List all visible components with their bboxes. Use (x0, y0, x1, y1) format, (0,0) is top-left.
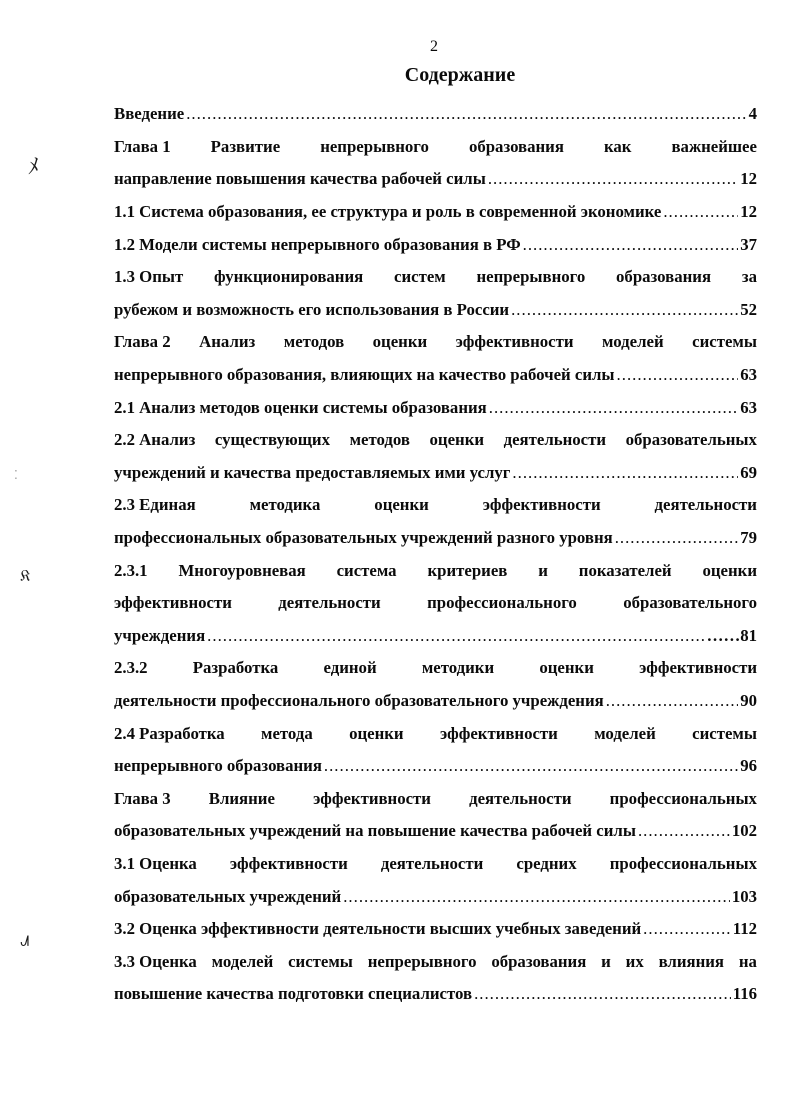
page-number: 2 (430, 38, 438, 55)
toc-page-number: 12 (740, 169, 757, 189)
toc-line (114, 554, 757, 587)
toc-word: и (538, 560, 548, 580)
toc-line (114, 489, 757, 522)
toc-dot-leader (643, 919, 731, 939)
toc-page-number: 12 (740, 202, 757, 222)
toc-page-number: ……81 (706, 625, 757, 645)
toc-dot-leader (615, 528, 739, 548)
toc-word: образования (491, 951, 587, 971)
toc-entry-text: 3.2 Оценка эффективности деятельности высших учебных заведений (114, 919, 642, 939)
toc-line (114, 326, 757, 359)
toc-word: эффективности (439, 723, 558, 743)
toc-word: образовательного (623, 593, 757, 613)
toc-page-number: 63 (740, 397, 757, 417)
toc-word: Глава 1 (114, 136, 171, 156)
toc-entry-text: направление повышения качества рабочей силы (114, 169, 486, 189)
toc-word: система (336, 560, 397, 580)
toc-word: 2.2 Анализ (114, 430, 196, 450)
toc-word: 3.3 Оценка (114, 951, 197, 971)
toc-word: 1.3 Опыт (114, 267, 184, 287)
toc-entry-text: образовательных учреждений (114, 886, 342, 906)
toc-line (114, 163, 757, 196)
toc-word: методика (249, 495, 321, 515)
toc-page-number: 52 (740, 299, 757, 319)
toc-page-number: 90 (740, 690, 757, 710)
toc-word: оценки (372, 332, 428, 352)
toc-word: образования (616, 267, 712, 287)
toc-line (114, 620, 757, 653)
toc-word: профессиональных (609, 788, 757, 808)
toc-word: эффективности (455, 332, 574, 352)
toc-dot-leader (606, 691, 739, 711)
margin-scribble-icon: ᗂ (20, 934, 30, 950)
toc-word: важнейшее (671, 136, 757, 156)
toc-word: эффективности (639, 658, 757, 678)
toc-dot-leader (617, 365, 739, 385)
toc-word: средних (516, 853, 577, 873)
toc-word: 3.1 Оценка (114, 853, 197, 873)
toc-line (114, 391, 757, 424)
toc-word: на (738, 951, 757, 971)
toc-line (114, 945, 757, 978)
toc-word: функционирования (214, 267, 364, 287)
toc-word: Глава 2 (114, 332, 171, 352)
margin-speck-icon: ⁚ (14, 468, 18, 482)
toc-page-number: 4 (748, 104, 757, 124)
toc-line (114, 587, 757, 620)
toc-entry-text: учреждений и качества предоставляемых ими услуг (114, 462, 511, 482)
toc-word: существующих (214, 430, 330, 450)
toc-word: системы (288, 951, 353, 971)
toc-line (114, 261, 757, 294)
toc-dot-leader (663, 202, 738, 222)
toc-word: показателей (578, 560, 672, 580)
toc-word: методов (349, 430, 410, 450)
toc-line (114, 815, 757, 848)
toc-page-number: 96 (740, 756, 757, 776)
toc-entry-text: непрерывного образования, влияющих на качество рабочей силы (114, 365, 615, 385)
toc-page-number: 69 (740, 462, 757, 482)
toc-word: образовательных (625, 430, 757, 450)
toc-line (114, 98, 757, 131)
toc-word: системы (692, 332, 757, 352)
toc-entry-text: образовательных учреждений на повышение качества рабочей силы (114, 821, 636, 841)
toc-line (114, 880, 757, 913)
toc-word: образования (468, 136, 564, 156)
toc-word: моделей (211, 951, 274, 971)
toc-word: оценки (429, 430, 485, 450)
toc-word: Анализ (199, 332, 256, 352)
toc-word: как (603, 136, 632, 156)
toc-word: непрерывного (367, 951, 477, 971)
toc-word: деятельности (654, 495, 757, 515)
toc-line (114, 978, 757, 1011)
toc-word: Влияние (208, 788, 275, 808)
toc-entry-text: профессиональных образовательных учреждений разного уровня (114, 528, 613, 548)
toc-word: методики (421, 658, 495, 678)
toc-page-number: 116 (732, 984, 757, 1004)
toc-word: непрерывного (320, 136, 429, 156)
toc-word: оценки (374, 495, 429, 515)
toc-word: Многоуровневая (178, 560, 306, 580)
toc-line (114, 457, 757, 490)
toc-page-number: 103 (731, 886, 757, 906)
toc-word: системы (692, 723, 757, 743)
toc-line (114, 424, 757, 457)
toc-dot-leader (523, 235, 739, 255)
toc-word: непрерывного (476, 267, 586, 287)
toc-line (114, 196, 757, 229)
toc-word: 2.4 Разработка (114, 723, 225, 743)
toc-word: оценки (349, 723, 404, 743)
table-of-contents (114, 98, 757, 1011)
toc-entry-text: 1.2 Модели системы непрерывного образования в РФ (114, 234, 521, 254)
toc-entry-text: деятельности профессионального образовательного учреждения (114, 690, 604, 710)
toc-word: критериев (427, 560, 508, 580)
toc-word: эффективности (482, 495, 601, 515)
toc-dot-leader (638, 821, 730, 841)
toc-word: профессиональных (609, 853, 757, 873)
toc-page-number: 102 (731, 821, 757, 841)
toc-entry-text: 1.1 Система образования, ее структура и роль в современной экономике (114, 202, 662, 222)
toc-page-number: 112 (732, 919, 757, 939)
toc-page-number: 63 (740, 365, 757, 385)
toc-line (114, 750, 757, 783)
toc-word: эффективности (313, 788, 431, 808)
margin-scribble-icon: ﾒ (28, 155, 40, 180)
toc-line (114, 228, 757, 261)
toc-line (114, 522, 757, 555)
toc-word: эффективности (114, 593, 232, 613)
toc-line (114, 652, 757, 685)
toc-dot-leader (512, 463, 738, 483)
toc-entry-text: Введение (114, 104, 185, 124)
toc-word: деятельности (278, 593, 381, 613)
toc-word: единой (323, 658, 377, 678)
toc-entry-text: 2.1 Анализ методов оценки системы образования (114, 397, 487, 417)
toc-word: деятельности (380, 853, 484, 873)
toc-word: методов (283, 332, 345, 352)
toc-word: влияния (658, 951, 724, 971)
toc-word: Развитие (210, 136, 281, 156)
toc-line (114, 685, 757, 718)
toc-word: моделей (594, 723, 656, 743)
toc-dot-leader (324, 756, 738, 776)
toc-word: метода (261, 723, 313, 743)
toc-dot-leader (474, 984, 731, 1004)
toc-line (114, 782, 757, 815)
toc-word: деятельности (503, 430, 607, 450)
toc-line (114, 913, 757, 946)
toc-word: Глава 3 (114, 788, 171, 808)
toc-dot-leader (186, 104, 746, 124)
toc-word: их (625, 951, 644, 971)
toc-page-number: 37 (740, 234, 757, 254)
toc-entry-text: непрерывного образования (114, 756, 322, 776)
toc-page-number: 79 (740, 528, 757, 548)
toc-entry-text: учреждения (114, 625, 206, 645)
toc-line (114, 294, 757, 327)
toc-entry-text: рубежом и возможность его использования в России (114, 299, 510, 319)
toc-dot-leader (488, 169, 738, 189)
toc-dot-leader (343, 887, 730, 907)
toc-word: 2.3 Единая (114, 495, 196, 515)
toc-word: за (741, 267, 757, 287)
toc-word: и (601, 951, 611, 971)
page-title: Содержание (404, 64, 516, 86)
toc-dot-leader (207, 626, 704, 646)
margin-scribble-icon: 𝔎 (20, 566, 31, 585)
toc-word: систем (394, 267, 446, 287)
toc-word: 2.3.1 (114, 560, 148, 580)
toc-word: эффективности (229, 853, 348, 873)
toc-word: моделей (602, 332, 664, 352)
toc-word: оценки (539, 658, 594, 678)
toc-entry-text: повышение качества подготовки специалистов (114, 984, 473, 1004)
toc-word: Разработка (192, 658, 279, 678)
toc-line (114, 717, 757, 750)
toc-dot-leader (511, 300, 738, 320)
toc-dot-leader (489, 398, 738, 418)
toc-line (114, 131, 757, 164)
toc-word: деятельности (469, 788, 572, 808)
toc-word: профессионального (427, 593, 577, 613)
toc-line (114, 359, 757, 392)
toc-word: 2.3.2 (114, 658, 148, 678)
toc-line (114, 848, 757, 881)
toc-word: оценки (702, 560, 757, 580)
